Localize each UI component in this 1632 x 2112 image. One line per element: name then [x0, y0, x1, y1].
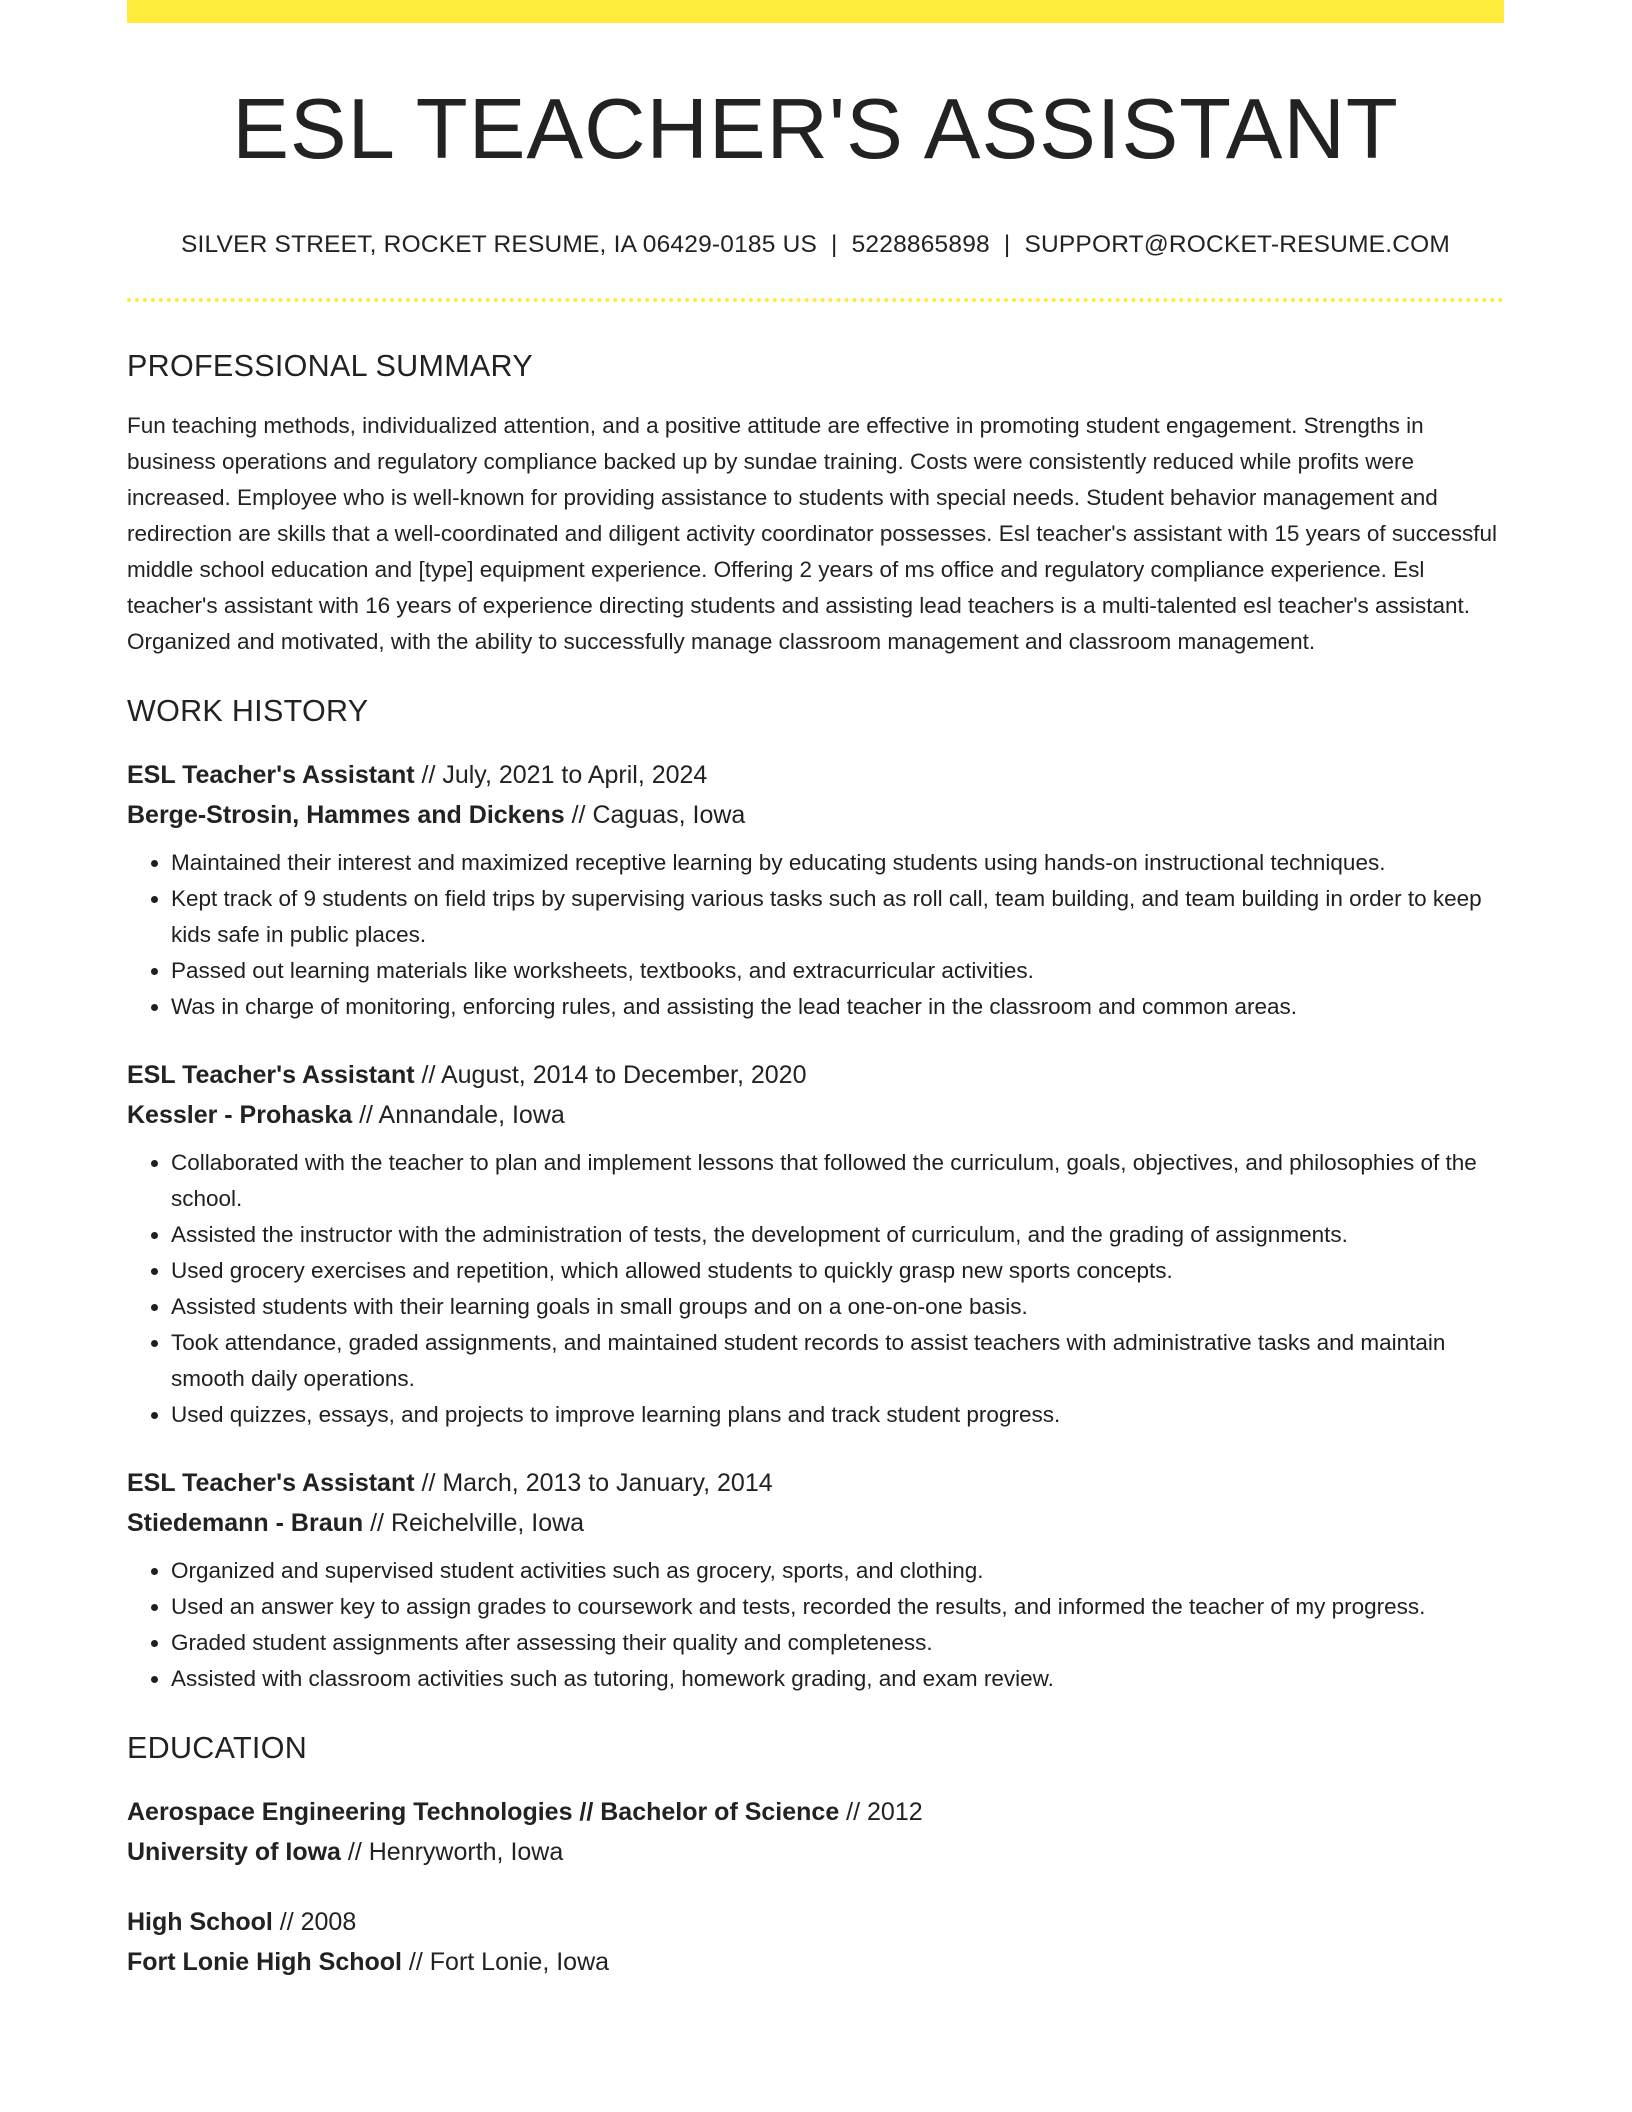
job-location: // Annandale, Iowa [352, 1100, 565, 1129]
job-title-line [127, 1055, 1504, 1095]
job-bullet: • Graded student assignments after assessing their quality and completeness. [171, 1625, 1504, 1661]
education-year: // 2012 [839, 1797, 923, 1826]
job-entry [127, 1463, 1504, 1697]
job-dates: // July, 2021 to April, 2024 [414, 760, 708, 789]
job-bullet: • Assisted students with their learning goals in small groups and on a one-on-one basis. [171, 1289, 1504, 1325]
education-heading: EDUCATION [127, 1730, 308, 1765]
education-entry [127, 1902, 1504, 1982]
education-location: // Henryworth, Iowa [340, 1837, 564, 1866]
job-company-line [127, 1503, 1504, 1543]
job-bullet: • Used an answer key to assign grades to coursework and tests, recorded the results, and informed the teacher of my progress. [171, 1589, 1504, 1625]
education-degree: High School [127, 1907, 273, 1936]
summary-text: Fun teaching methods, individualized attention, and a positive attitude are effective in promoting student engagement. Strengths in business operations and regulatory compliance backed up by sundae training. Costs were consistently reduced while profits were increased. Employee who is well-known for providing assistance to students with special needs. Student behavior management and redirection are skills that a well-coordinated and diligent activity coordinator possesses. Esl teacher's assistant with 15 years of successful middle school education and [type] equipment experience. Offering 2 years of ms office and regulatory compliance experience. Esl teacher's assistant with 16 years of experience directing students and assisting lead teachers is a multi-talented esl teacher's assistant. Organized and motivated, with the ability to successfully manage classroom management and classroom management. [127, 412, 1497, 654]
job-dates: // August, 2014 to December, 2020 [414, 1060, 807, 1089]
education-year: // 2008 [272, 1907, 357, 1936]
job-bullets [127, 1145, 1504, 1433]
job-title-line [127, 1463, 1504, 1503]
job-entry [127, 1055, 1504, 1433]
job-company: Berge-Strosin, Hammes and Dickens [127, 800, 565, 829]
candidate-name: ESL TEACHER'S ASSISTANT [232, 82, 1399, 177]
education-school: Fort Lonie High School [127, 1947, 402, 1976]
contact-email: SUPPORT@ROCKET-RESUME.COM [1024, 230, 1450, 258]
job-company-line [127, 795, 1504, 835]
job-bullet: • Assisted with classroom activities such as tutoring, homework grading, and exam review. [171, 1661, 1504, 1697]
education-school-line [127, 1942, 1504, 1982]
job-bullet: • Maintained their interest and maximized receptive learning by educating students using hands-on instructional techniques. [171, 845, 1504, 881]
job-dates: // March, 2013 to January, 2014 [414, 1468, 773, 1497]
job-company: Kessler - Prohaska [127, 1100, 353, 1129]
job-bullet: • Passed out learning materials like worksheets, textbooks, and extracurricular activities. [171, 953, 1504, 989]
education-degree: Aerospace Engineering Technologies // Bachelor of Science [127, 1797, 840, 1826]
education-degree-line [127, 1792, 1504, 1832]
education-school-line [127, 1832, 1504, 1872]
education-school: University of Iowa [127, 1837, 341, 1866]
education-degree-line [127, 1902, 1504, 1942]
job-title-line [127, 755, 1504, 795]
contact-phone: 5228865898 [851, 230, 990, 258]
job-bullets [127, 845, 1504, 1025]
dotted-divider [127, 298, 1504, 302]
job-company-line [127, 1095, 1504, 1135]
job-bullets [127, 1553, 1504, 1697]
job-entry [127, 755, 1504, 1025]
contact-separator: | [1003, 230, 1011, 258]
job-company: Stiedemann - Braun [127, 1508, 364, 1537]
contact-address: SILVER STREET, ROCKET RESUME, IA 06429-0185 US [181, 230, 818, 258]
job-bullet: • Organized and supervised student activities such as grocery, sports, and clothing. [171, 1553, 1504, 1589]
job-bullet: • Used grocery exercises and repetition, which allowed students to quickly grasp new sports concepts. [171, 1253, 1504, 1289]
job-bullet: • Took attendance, graded assignments, and maintained student records to assist teachers with administrative tasks and maintain smooth daily operations. [171, 1325, 1504, 1397]
contact-separator: | [831, 230, 838, 258]
job-bullet: • Used quizzes, essays, and projects to improve learning plans and track student progress. [171, 1397, 1504, 1433]
accent-top-bar [127, 0, 1504, 23]
contact-line [127, 231, 1504, 259]
job-role: ESL Teacher's Assistant [127, 760, 415, 789]
resume-page [127, 0, 1504, 1982]
job-bullet: • Assisted the instructor with the administration of tests, the development of curriculum, and the grading of assignments. [171, 1217, 1504, 1253]
job-bullet: • Kept track of 9 students on field trips by supervising various tasks such as roll call, team building, and team building in order to keep kids safe in public places. [171, 881, 1504, 953]
work-history-heading: WORK HISTORY [127, 693, 369, 728]
summary-heading: PROFESSIONAL SUMMARY [127, 348, 533, 383]
job-bullet: • Was in charge of monitoring, enforcing rules, and assisting the lead teacher in the classroom and common areas. [171, 989, 1504, 1025]
job-bullet: • Collaborated with the teacher to plan and implement lessons that followed the curriculum, goals, objectives, and philosophies of the school. [171, 1145, 1504, 1217]
job-location: // Caguas, Iowa [564, 800, 746, 829]
education-entry [127, 1792, 1504, 1872]
education-location: // Fort Lonie, Iowa [401, 1947, 610, 1976]
job-location: // Reichelville, Iowa [363, 1508, 585, 1537]
job-role: ESL Teacher's Assistant [127, 1468, 415, 1497]
job-role: ESL Teacher's Assistant [127, 1060, 415, 1089]
